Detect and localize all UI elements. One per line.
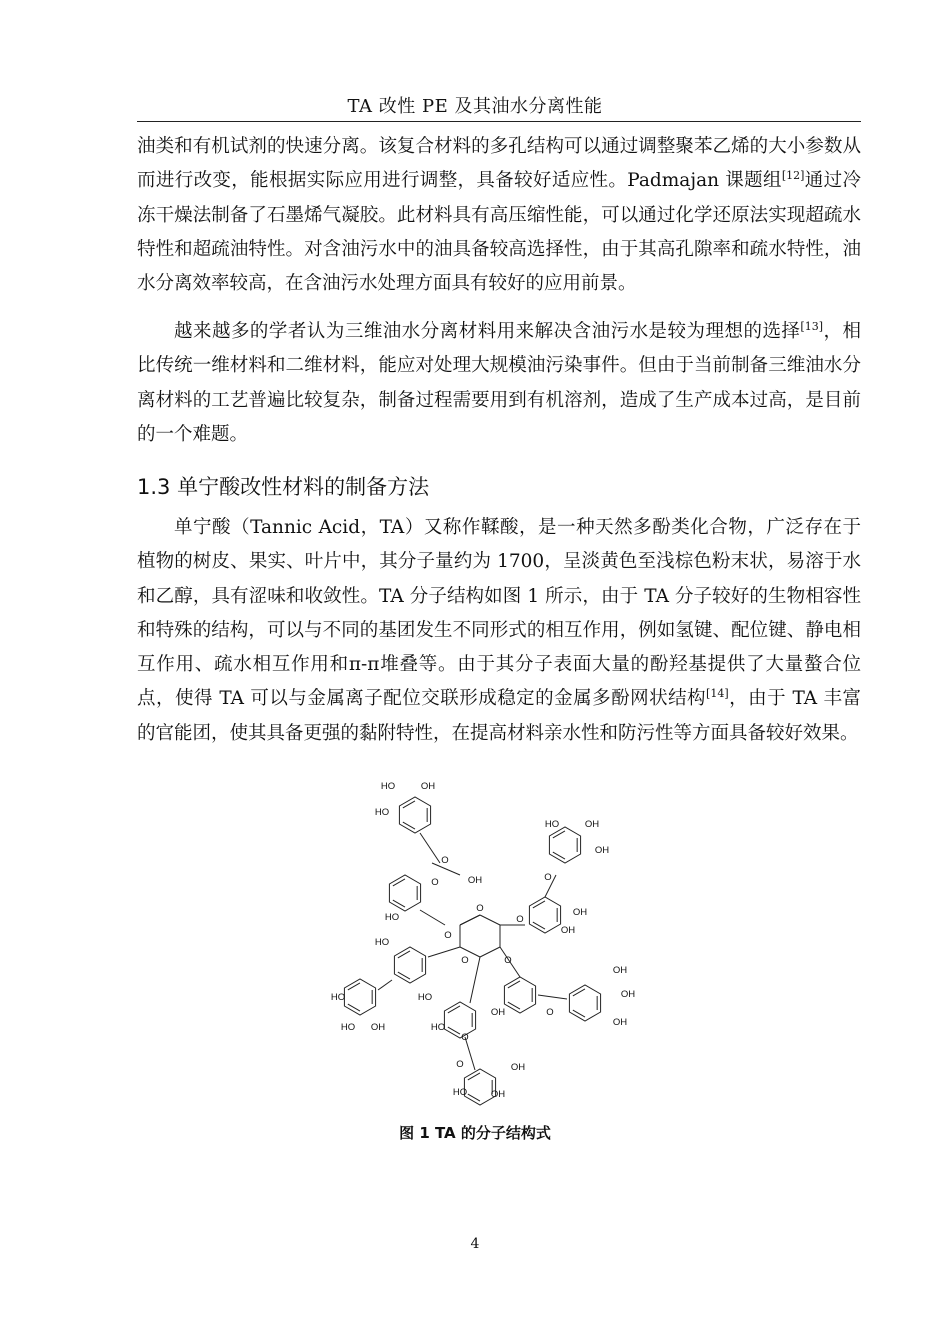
hydroxyl-label: HO [452,1087,468,1098]
hydroxyl-label: O [431,877,439,888]
hydroxyl-label: OH [594,845,610,856]
aromatic-bond [348,1004,360,1011]
molecule-diagram [320,775,660,1110]
aromatic-bond [403,801,415,808]
hydroxyl-label: O [444,930,452,941]
hydroxyl-label: O [456,1059,464,1070]
ring-oxygen-label: O [476,903,484,914]
aromatic-bond [468,1094,480,1101]
hydroxyl-label: OH [370,1022,386,1033]
hydroxyl-label: OH [467,875,483,886]
aromatic-bond [403,822,415,829]
hydroxyl-label: HO [417,992,433,1003]
hydroxyl-label: O [461,955,469,966]
paragraph-2-text-b: ，相比传统一维材料和二维材料，能应对处理大规模油污染事件。但由于当前制备三维油水分离材料的工艺普遍比较复杂，制备过程需要用到有机溶剂，造成了生产成本过高，是目前的一个难题。 [137,321,861,445]
hydroxyl-label: HO [340,1022,356,1033]
running-header: TA 改性 PE 及其油水分离性能 [347,96,603,117]
galloyl-ring [389,875,420,911]
hydroxyl-label: O [544,872,552,883]
aromatic-bond [533,901,545,908]
ester-bond [428,947,460,957]
citation-13: [13] [800,320,824,333]
aromatic-bond [468,1073,480,1080]
glucose-bond [480,947,500,957]
hydroxyl-label: HO [384,912,400,923]
hydroxyl-label: O [441,855,449,866]
paragraph-2-text-a: 越来越多的学者认为三维油水分离材料用来解决含油污水是较为理想的选择 [174,321,801,342]
aromatic-bond [573,989,585,996]
aromatic-bond [448,1006,460,1013]
hydroxyl-label: OH [584,819,600,830]
hydroxyl-label: OH [490,1089,506,1100]
aromatic-bond [393,879,405,886]
aromatic-bond [553,852,565,859]
galloyl-ring [394,947,425,983]
hydroxyl-label: O [516,914,524,925]
hydroxyl-label: HO [330,992,346,1003]
citation-12: [12] [781,169,805,183]
hydroxyl-label: O [461,1032,469,1043]
hydroxyl-label: OH [612,965,628,976]
hydroxyl-label: OH [612,1017,628,1028]
citation-14: [14] [706,687,729,701]
ester-bond [420,833,440,863]
hydroxyl-label: O [504,955,512,966]
aromatic-bond [553,831,565,838]
aromatic-bond [533,922,545,929]
paragraph-3 [137,511,861,751]
hydroxyl-label: OH [620,989,636,1000]
hydroxyl-label: OH [560,925,576,936]
ester-bond [460,915,480,925]
hydroxyl-label: OH [490,1007,506,1018]
galloyl-ring [444,1002,475,1038]
galloyl-ring [549,827,580,863]
section-heading: 1.3 单宁酸改性材料的制备方法 [137,475,430,499]
galloyl-ring [529,897,560,933]
galloyl-ring [399,797,430,833]
paragraph-1 [137,130,861,301]
hydroxyl-label: HO [544,819,560,830]
ester-bond [378,980,392,990]
galloyl-ring [504,977,535,1013]
aromatic-bond [508,981,520,988]
galloyl-ring [344,979,375,1015]
ester-bond [538,995,567,999]
paragraph-3-text-a: 单宁酸（Tannic Acid，TA）又称作鞣酸，是一种天然多酚类化合物，广泛存在于植物的树皮、果实、叶片中，其分子量约为 1700，呈淡黄色至浅棕色粉末状，易溶于水和乙醇，具有涩味和收敛性。TA 分子结构如图 1 所示，由于 TA 分子较好的生物相容性和特殊的结构，可以与不同的基团发生不同形式的相互作用，例如氢键、配位键、静电相互作用、疏水相互作用和π-π堆叠等。由于其分子表面大量的酚羟基提供了大量螯合位点，使得 TA 可以与金属离子配位交联形成稳定的金属多酚网状结构 [137,517,861,710]
page-number: 4 [470,1236,480,1252]
aromatic-bond [508,1002,520,1009]
aromatic-bond [348,983,360,990]
galloyl-ring [569,985,600,1021]
aromatic-bond [393,900,405,907]
header-rule [137,121,861,122]
aromatic-bond [398,972,410,979]
paragraph-1-text-b: 通过冷冻干燥法制备了石墨烯气凝胶。此材料具有高压缩性能，可以通过化学还原法实现超疏水特性和超疏油特性。对含油污水中的油具备较高选择性，由于其高孔隙率和疏水特性，油水分离效率较高，在含油污水处理方面具有较好的应用前景。 [137,170,861,295]
paragraph-1-text-a: 油类和有机试剂的快速分离。该复合材料的多孔结构可以通过调整聚苯乙烯的大小参数从而进行改变，能根据实际应用进行调整，具备较好适应性。Padmajan 课题组 [137,136,861,192]
aromatic-bond [448,1027,460,1034]
hydroxyl-label: OH [510,1062,526,1073]
figure-caption: 图 1 TA 的分子结构式 [399,1124,551,1142]
hydroxyl-label: OH [420,781,436,792]
hydroxyl-label: HO [374,937,390,948]
aromatic-bond [573,1010,585,1017]
ester-bond [470,957,480,1003]
aromatic-bond [398,951,410,958]
hydroxyl-label: HO [380,781,396,792]
glucose-bond [480,915,500,925]
ester-bond [420,910,445,925]
hydroxyl-label: OH [572,907,588,918]
hydroxyl-label: HO [374,807,390,818]
tannic-acid-structure-figure [320,775,660,1110]
paragraph-2 [137,315,861,452]
hydroxyl-label: O [546,1007,554,1018]
hydroxyl-label: HO [430,1022,446,1033]
paragraph-3-text-b: ，由于 TA 丰富的官能团，使其具备更强的黏附特性，在提高材料亲水性和防污性等方面具备较好效果。 [137,688,861,744]
